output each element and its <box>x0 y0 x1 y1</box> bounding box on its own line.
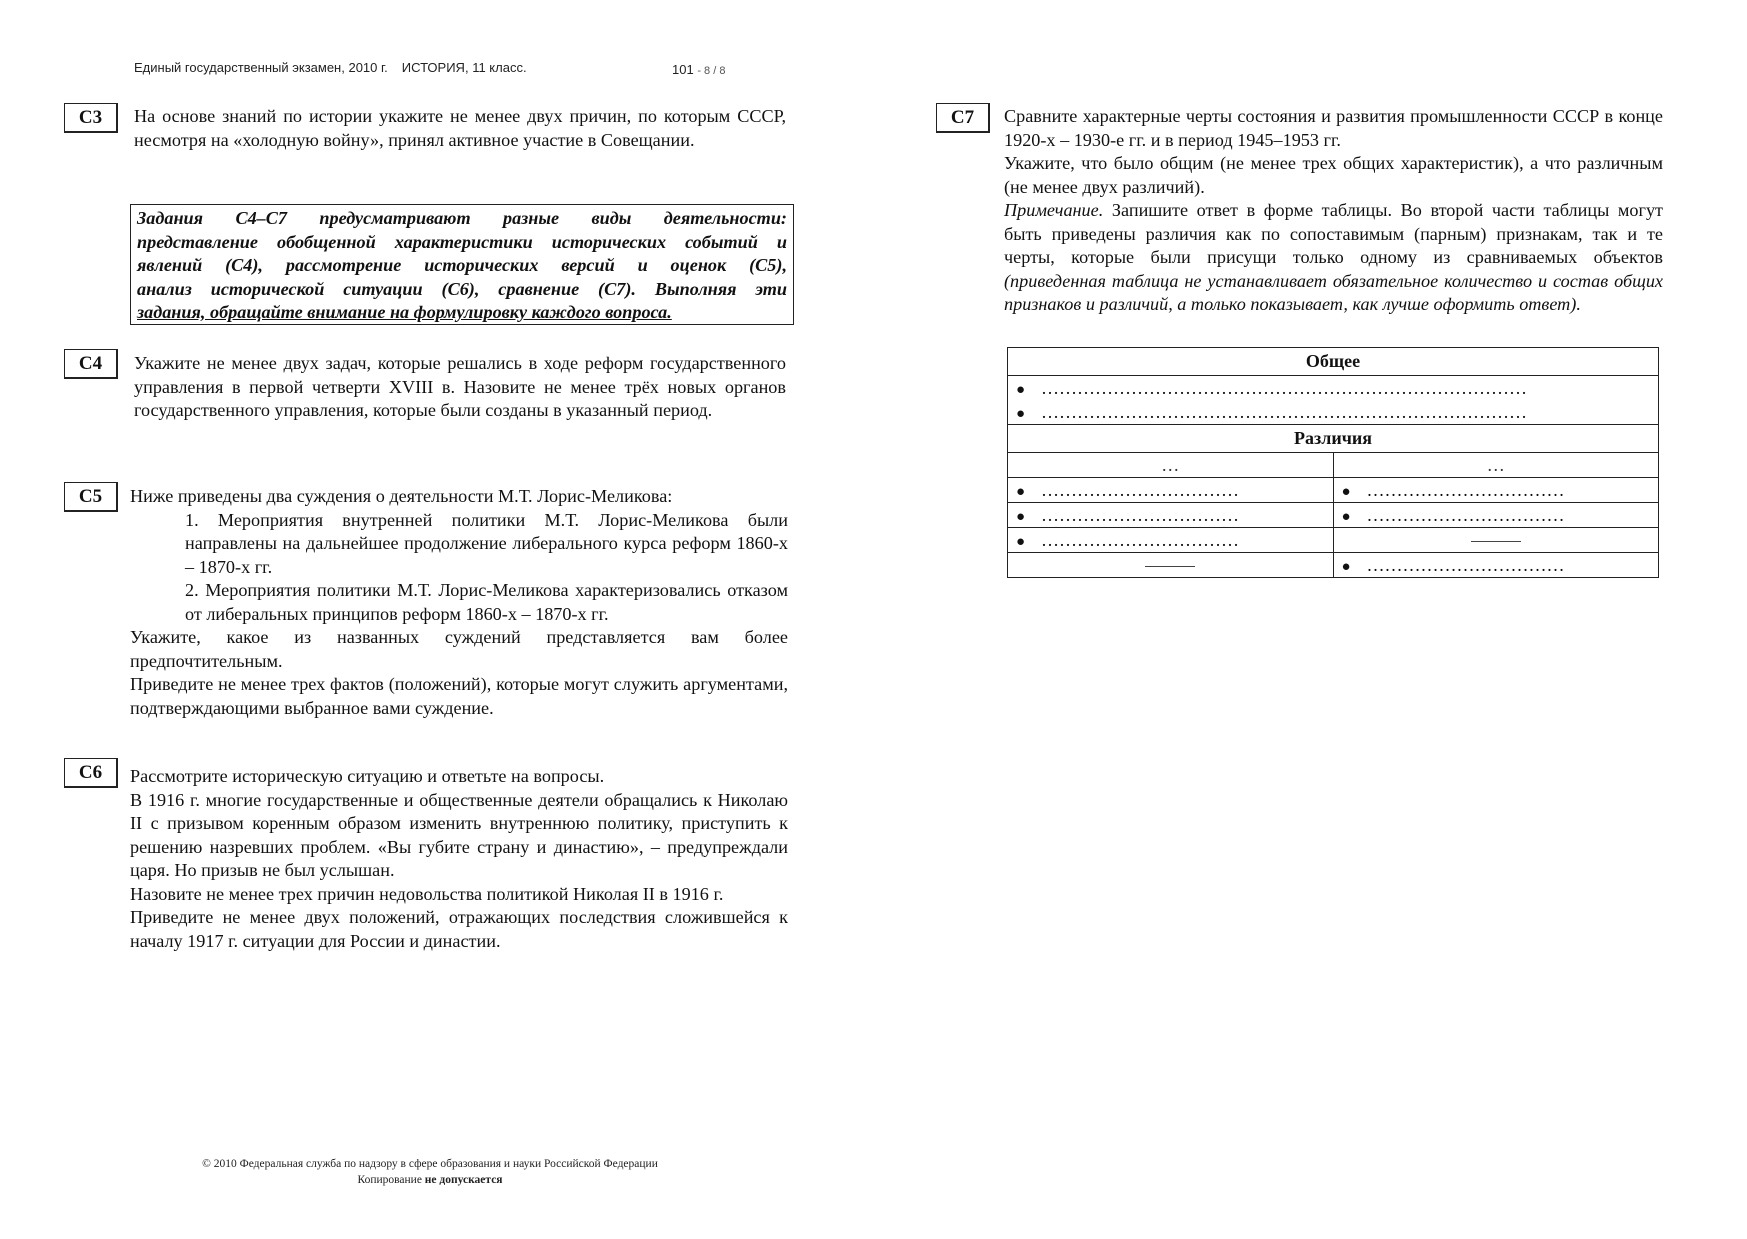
task-label-c3: С3 <box>64 103 118 133</box>
differences-header: Различия <box>1008 425 1659 453</box>
task-label-c7: С7 <box>936 103 990 133</box>
c5-intro: Ниже приведены два суждения о деятельности М.Т. Лорис-Меликова: <box>130 486 673 506</box>
note-line: анализ исторической ситуации (С6), сравнение (С7). Выполняя эти <box>137 278 787 299</box>
answer-table <box>1007 347 1659 578</box>
answer-blank: …………………………… <box>1366 555 1565 575</box>
c5-judgement-2: 2. Мероприятия политики М.Т. Лорис-Меликова характеризовались отказом от либеральных принципов реформ 1860-х – 1870-х гг. <box>185 580 788 624</box>
table-row <box>1008 376 1659 425</box>
col-ellipsis: … <box>1008 453 1334 478</box>
dash-line <box>1471 541 1521 542</box>
table-row <box>1008 553 1659 578</box>
answer-blank: …………………………… <box>1366 480 1565 500</box>
c5-question-2: Приведите не менее трех фактов (положений), которые могут служить аргументами, подтверждающими выбранное вами суждение. <box>130 674 788 718</box>
answer-blank: …………………………… <box>1041 505 1239 525</box>
copy-prefix: Копирование <box>357 1174 422 1186</box>
answer-blank: …………………………… <box>1041 480 1239 500</box>
c3-paragraph: На основе знаний по истории укажите не менее двух причин, по которым СССР, несмотря на «холодную войну», принял активное участие в Совещании. <box>134 106 786 150</box>
exam-title: Единый государственный экзамен, 2010 г. <box>134 60 388 75</box>
c6-paragraph: В 1916 г. многие государственные и общественные деятели обращались к Николаю II с призывом коренным образом изменить внутреннюю политику, приступить к решению назревших проблем. «Вы губите страну и династию», – предупреждали царя. Но призыв не был услышан. <box>130 789 788 880</box>
table-row <box>1008 528 1659 553</box>
diff-cell <box>1333 503 1659 528</box>
dash-line <box>1145 566 1195 567</box>
diff-cell <box>1008 478 1334 503</box>
grade: 11 класс. <box>472 60 527 75</box>
page-code: 101 <box>672 62 694 77</box>
bullet-icon: ● <box>1016 484 1026 500</box>
task-label-c6: С6 <box>64 758 118 788</box>
task-label-c4: С4 <box>64 349 118 379</box>
c5-question-1: Укажите, какое из названных суждений представляется вам более предпочтительным. <box>130 627 788 671</box>
diff-cell <box>1008 503 1334 528</box>
common-cell <box>1008 376 1659 425</box>
c7-note-text: Запишите ответ в форме таблицы. Во второй части таблицы могут быть приведены различия как по сопоставимым (парным) признакам, так и те черты, которые были присущи только одному из сравниваемых объектов <box>1004 200 1663 267</box>
subject: ИСТОРИЯ, <box>401 60 469 75</box>
copy-notice <box>130 1172 730 1188</box>
table-row <box>1008 348 1659 376</box>
table-row <box>1008 478 1659 503</box>
c7-note-italic: (приведенная таблица не устанавливает обязательное количество и состав общих признаков и различий, а только показывает, как лучше оформить ответ). <box>1004 270 1663 314</box>
copy-bold: не допускается <box>424 1174 503 1186</box>
diff-cell <box>1333 478 1659 503</box>
table-row <box>1008 503 1659 528</box>
task-c5-text <box>130 485 788 720</box>
table-row <box>1008 453 1659 478</box>
note-line: явлений (С4), рассмотрение исторических версий и оценок (С5), <box>137 255 787 275</box>
answer-blank: ……………………………………………………………………… <box>1041 378 1527 398</box>
answer-blank: …………………………… <box>1366 505 1565 525</box>
instructions-box <box>130 204 794 325</box>
answer-blank: …………………………… <box>1041 530 1239 550</box>
bullet-icon: ● <box>1016 382 1026 398</box>
c7-paragraph: Укажите, что было общим (не менее трех общих характеристик), а что различным (не менее двух различий). <box>1004 153 1663 197</box>
page-of: - 8 / 8 <box>697 65 726 77</box>
task-c3-text <box>134 105 786 152</box>
c4-paragraph: Укажите не менее двух задач, которые решались в ходе реформ государственного управления в первой четверти XVIII в. Назовите не менее трёх новых органов государственного управления, которые были созданы в указанный период. <box>134 353 786 420</box>
bullet-icon: ● <box>1016 509 1026 525</box>
page-number <box>672 62 725 77</box>
diff-cell <box>1008 528 1334 553</box>
note-line: задания, обращайте внимание на формулировку каждого вопроса. <box>137 302 672 322</box>
bullet-icon: ● <box>1016 534 1026 550</box>
task-c6-text <box>130 765 788 953</box>
note-line: Задания С4–С7 предусматривают разные виды деятельности: <box>137 208 787 228</box>
common-line <box>1008 376 1658 400</box>
c7-note-label: Примечание. <box>1004 200 1104 220</box>
c6-paragraph: Приведите не менее двух положений, отражающих последствия сложившейся к началу 1917 г. ситуации для России и династии. <box>130 907 788 951</box>
c6-paragraph: Назовите не менее трех причин недовольства политикой Николая II в 1916 г. <box>130 883 724 904</box>
bullet-icon: ● <box>1341 509 1351 525</box>
note-line: представление обобщенной характеристики исторических событий и <box>137 231 787 252</box>
copyright: © 2010 Федеральная служба по надзору в сфере образования и науки Российской Федерации <box>202 1158 658 1170</box>
empty-dash-cell <box>1008 553 1334 578</box>
col-ellipsis: … <box>1333 453 1659 478</box>
c6-paragraph: Рассмотрите историческую ситуацию и ответьте на вопросы. <box>130 766 605 786</box>
task-c4-text <box>134 352 786 423</box>
c5-judgement-1: 1. Мероприятия внутренней политики М.Т. Лорис-Меликова были направлены на дальнейшее продолжение либерального курса реформ 1860-х – 1870-х гг. <box>185 509 788 577</box>
common-header: Общее <box>1008 348 1659 376</box>
task-label-c5: С5 <box>64 482 118 512</box>
c7-note <box>1004 199 1663 317</box>
c7-paragraph: Сравните характерные черты состояния и развития промышленности СССР в конце 1920-х – 1930-е гг. и в период 1945–1953 гг. <box>1004 106 1663 150</box>
table-row <box>1008 425 1659 453</box>
diff-cell <box>1333 553 1659 578</box>
bullet-icon: ● <box>1341 559 1351 575</box>
answer-blank: ……………………………………………………………………… <box>1041 402 1527 422</box>
common-line <box>1008 400 1658 424</box>
page-footer <box>130 1156 730 1188</box>
empty-dash-cell <box>1333 528 1659 553</box>
page-header <box>134 60 527 75</box>
task-c7-text <box>1004 105 1663 317</box>
bullet-icon: ● <box>1341 484 1351 500</box>
bullet-icon: ● <box>1016 406 1026 422</box>
